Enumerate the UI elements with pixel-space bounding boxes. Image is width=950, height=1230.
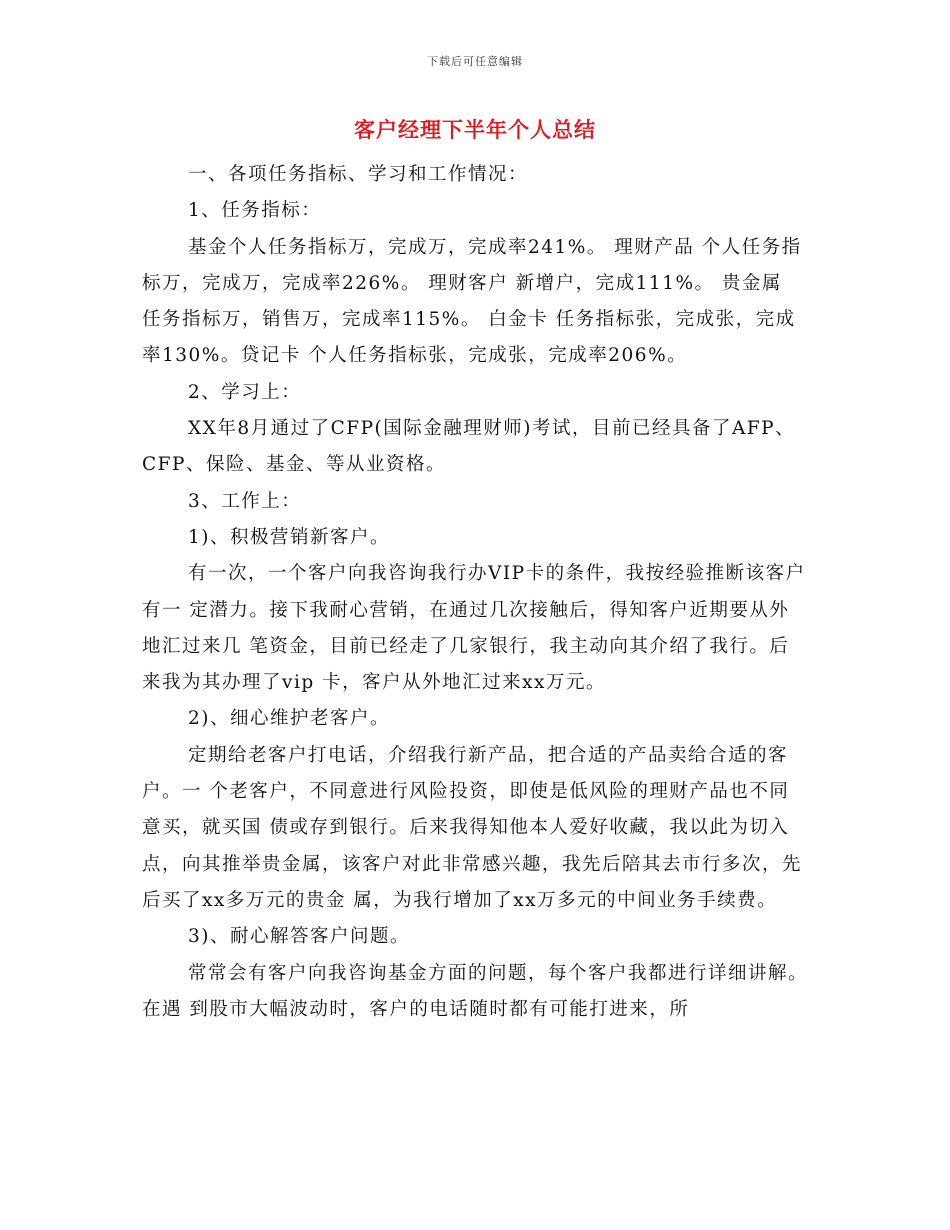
subsection-heading: 2、学习上：: [188, 381, 302, 403]
document-body: [142, 157, 808, 1028]
subsection-heading: 1、任务指标：: [188, 200, 322, 222]
item-heading: 3)、耐心解答客户问题。: [188, 926, 410, 948]
paragraph-answer-questions: 常常会有客户向我咨询基金方面的问题，每个客户我都进行详细讲解。在遇 到股市大幅波动时，客户的电话随时都有可能打进来，所: [142, 962, 809, 1020]
document-title: 客户经理下半年个人总结: [354, 117, 596, 142]
paragraph-study: XX年8月通过了CFP(国际金融理财师)考试，目前已经具备了AFP、 CFP、保险、基金、等从业资格。: [142, 418, 796, 476]
paragraph-task-indicators: 基金个人任务指标万，完成万，完成率241%。 理财产品 个人任务指标万，完成万，完成率226%。 理财客户 新增户，完成111%。 贵金属 任务指标万，销售万，完成率115%。 白金卡 任务指标张，完成张，完成率130%。贷记卡 个人任务指标张，完成张，完成率206%。: [142, 236, 802, 367]
section-heading: 一、各项任务指标、学习和工作情况：: [188, 164, 529, 185]
paragraph-new-customers: 有一次，一个客户向我咨询我行办VIP卡的条件，我按经验推断该客户有一 定潜力。接下我耐心营销，在通过几次接触后，得知客户近期要从外地汇过来几 笔资金，目前已经走了几家银行，我主动向其介绍了我行。后来我为其办理了vip 卡，客户从外地汇过来xx万元。: [142, 563, 806, 694]
item-heading: 1)、积极营销新客户。: [188, 526, 390, 548]
header-note: 下载后可任意编辑: [427, 55, 523, 68]
subsection-heading: 3、工作上：: [188, 490, 302, 512]
item-heading: 2)、细心维护老客户。: [188, 708, 390, 730]
paragraph-old-customers: 定期给老客户打电话，介绍我行新产品，把合适的产品卖给合适的客户。一 个老客户，不同意进行风险投资，即使是低风险的理财产品也不同意买，就买国 债或存到银行。后来我得知他本人爱好收藏，我以此为切入点，向其推举贵金属，该客户对此非常感兴趣，我先后陪其去市行多次，先后买了xx多万元的贵金 属，为我行增加了xx万多元的中间业务手续费。: [142, 744, 803, 911]
